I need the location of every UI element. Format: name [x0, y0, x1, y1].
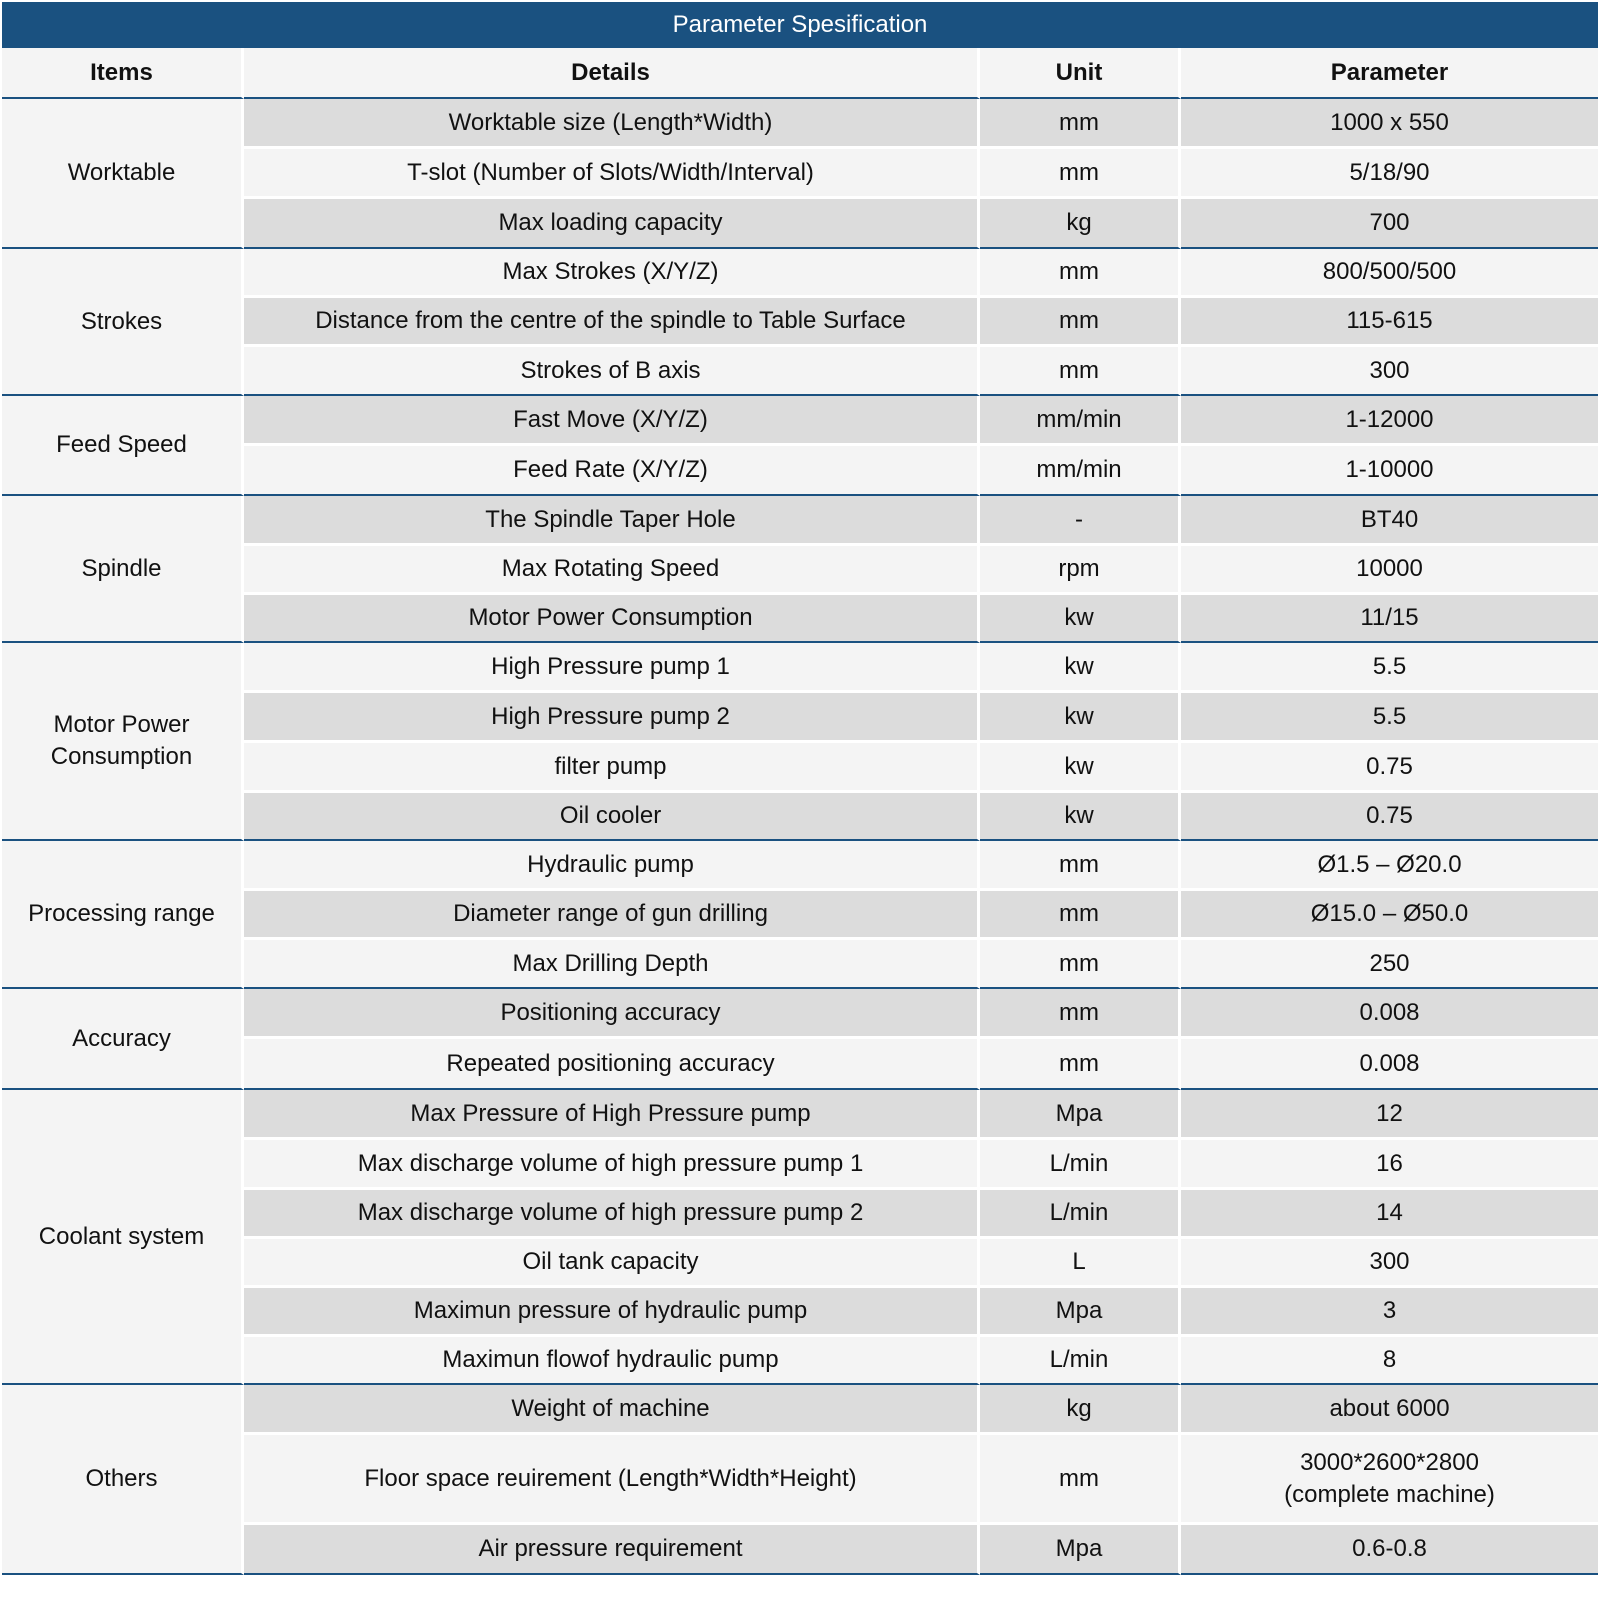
- parameter-cell: 3000*2600*2800 (complete machine): [1181, 1435, 1598, 1525]
- group-label: Strokes: [2, 249, 244, 396]
- group-label: Accuracy: [2, 989, 244, 1090]
- table-row: [2, 396, 1598, 446]
- details-cell: Fast Move (X/Y/Z): [244, 396, 980, 446]
- details-cell: Oil cooler: [244, 793, 980, 841]
- details-cell: Hydraulic pump: [244, 841, 980, 891]
- parameter-cell: 5.5: [1181, 693, 1598, 743]
- header-items: Items: [2, 48, 244, 99]
- parameter-cell: 8: [1181, 1337, 1598, 1385]
- unit-cell: mm: [980, 891, 1181, 940]
- details-cell: Diameter range of gun drilling: [244, 891, 980, 940]
- group-label: Others: [2, 1385, 244, 1575]
- details-cell: Max discharge volume of high pressure pump 1: [244, 1140, 980, 1190]
- group-label: Processing range: [2, 841, 244, 989]
- unit-cell: mm: [980, 149, 1181, 199]
- parameter-cell: 800/500/500: [1181, 249, 1598, 298]
- unit-cell: kw: [980, 793, 1181, 841]
- parameter-cell: 10000: [1181, 546, 1598, 595]
- unit-cell: Mpa: [980, 1288, 1181, 1337]
- parameter-cell: 14: [1181, 1190, 1598, 1239]
- unit-cell: mm: [980, 841, 1181, 891]
- parameter-cell: 5.5: [1181, 643, 1598, 693]
- table-row: [2, 1385, 1598, 1435]
- spec-table: [2, 48, 1598, 1575]
- unit-cell: mm: [980, 1435, 1181, 1525]
- parameter-cell: 115-615: [1181, 298, 1598, 347]
- header-unit: Unit: [980, 48, 1181, 99]
- details-cell: Maximun pressure of hydraulic pump: [244, 1288, 980, 1337]
- parameter-cell: 0.008: [1181, 989, 1598, 1039]
- table-row: [2, 496, 1598, 546]
- unit-cell: L/min: [980, 1140, 1181, 1190]
- unit-cell: kw: [980, 643, 1181, 693]
- details-cell: Max loading capacity: [244, 199, 980, 249]
- details-cell: Max Pressure of High Pressure pump: [244, 1090, 980, 1140]
- parameter-cell: 12: [1181, 1090, 1598, 1140]
- table-row: [2, 99, 1598, 149]
- details-cell: Max Drilling Depth: [244, 940, 980, 989]
- parameter-cell: 0.008: [1181, 1039, 1598, 1090]
- unit-cell: mm: [980, 298, 1181, 347]
- parameter-cell: BT40: [1181, 496, 1598, 546]
- unit-cell: L/min: [980, 1337, 1181, 1385]
- parameter-cell: 3: [1181, 1288, 1598, 1337]
- unit-cell: kg: [980, 199, 1181, 249]
- unit-cell: Mpa: [980, 1090, 1181, 1140]
- unit-cell: mm/min: [980, 446, 1181, 496]
- unit-cell: mm: [980, 940, 1181, 989]
- header-parameter: Parameter: [1181, 48, 1598, 99]
- details-cell: filter pump: [244, 743, 980, 793]
- details-cell: Feed Rate (X/Y/Z): [244, 446, 980, 496]
- details-cell: Maximun flowof hydraulic pump: [244, 1337, 980, 1385]
- details-cell: Max Rotating Speed: [244, 546, 980, 595]
- header-row: [2, 48, 1598, 99]
- details-cell: Max discharge volume of high pressure pump 2: [244, 1190, 980, 1239]
- group-label: Coolant system: [2, 1090, 244, 1385]
- details-cell: Motor Power Consumption: [244, 595, 980, 643]
- parameter-cell: 16: [1181, 1140, 1598, 1190]
- parameter-cell: 5/18/90: [1181, 149, 1598, 199]
- group-label: Worktable: [2, 99, 244, 249]
- unit-cell: mm: [980, 99, 1181, 149]
- details-cell: The Spindle Taper Hole: [244, 496, 980, 546]
- parameter-cell: 11/15: [1181, 595, 1598, 643]
- unit-cell: -: [980, 496, 1181, 546]
- unit-cell: kw: [980, 693, 1181, 743]
- details-cell: Air pressure requirement: [244, 1525, 980, 1575]
- parameter-cell: 300: [1181, 347, 1598, 396]
- table-body: [2, 99, 1598, 1575]
- unit-cell: rpm: [980, 546, 1181, 595]
- parameter-cell: 1000 x 550: [1181, 99, 1598, 149]
- unit-cell: mm: [980, 989, 1181, 1039]
- parameter-cell: Ø15.0 – Ø50.0: [1181, 891, 1598, 940]
- table-row: [2, 989, 1598, 1039]
- parameter-cell: 250: [1181, 940, 1598, 989]
- details-cell: Distance from the centre of the spindle to Table Surface: [244, 298, 980, 347]
- details-cell: High Pressure pump 1: [244, 643, 980, 693]
- parameter-cell: 1-12000: [1181, 396, 1598, 446]
- details-cell: Floor space reuirement (Length*Width*Height): [244, 1435, 980, 1525]
- details-cell: T-slot (Number of Slots/Width/Interval): [244, 149, 980, 199]
- table-title: Parameter Spesification: [2, 2, 1598, 48]
- unit-cell: kg: [980, 1385, 1181, 1435]
- details-cell: Oil tank capacity: [244, 1239, 980, 1288]
- group-label: Motor Power Consumption: [2, 643, 244, 841]
- unit-cell: kw: [980, 743, 1181, 793]
- details-cell: High Pressure pump 2: [244, 693, 980, 743]
- parameter-cell: 300: [1181, 1239, 1598, 1288]
- parameter-cell: about 6000: [1181, 1385, 1598, 1435]
- unit-cell: mm: [980, 249, 1181, 298]
- group-label: Feed Speed: [2, 396, 244, 496]
- unit-cell: L: [980, 1239, 1181, 1288]
- unit-cell: mm: [980, 347, 1181, 396]
- table-row: [2, 249, 1598, 298]
- header-details: Details: [244, 48, 980, 99]
- unit-cell: kw: [980, 595, 1181, 643]
- table-row: [2, 643, 1598, 693]
- parameter-cell: 700: [1181, 199, 1598, 249]
- details-cell: Weight of machine: [244, 1385, 980, 1435]
- unit-cell: L/min: [980, 1190, 1181, 1239]
- unit-cell: mm: [980, 1039, 1181, 1090]
- group-label: Spindle: [2, 496, 244, 643]
- details-cell: Max Strokes (X/Y/Z): [244, 249, 980, 298]
- parameter-cell: 1-10000: [1181, 446, 1598, 496]
- table-row: [2, 1090, 1598, 1140]
- parameter-cell: 0.75: [1181, 793, 1598, 841]
- details-cell: Positioning accuracy: [244, 989, 980, 1039]
- unit-cell: Mpa: [980, 1525, 1181, 1575]
- details-cell: Worktable size (Length*Width): [244, 99, 980, 149]
- parameter-cell: Ø1.5 – Ø20.0: [1181, 841, 1598, 891]
- unit-cell: mm/min: [980, 396, 1181, 446]
- details-cell: Repeated positioning accuracy: [244, 1039, 980, 1090]
- parameter-cell: 0.75: [1181, 743, 1598, 793]
- details-cell: Strokes of B axis: [244, 347, 980, 396]
- table-row: [2, 841, 1598, 891]
- parameter-cell: 0.6-0.8: [1181, 1525, 1598, 1575]
